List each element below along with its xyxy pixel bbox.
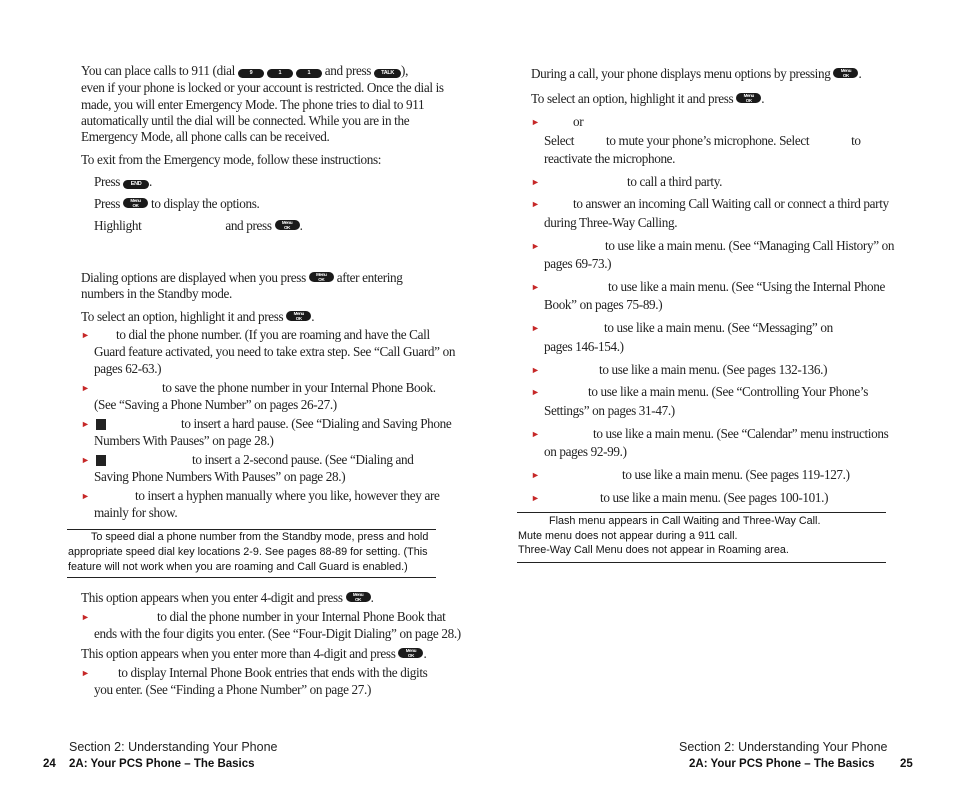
fourdigit-line-1: This option appears when you enter 4-digit and press Menu OK .	[81, 590, 374, 605]
tip-line-2: appropriate speed dial key locations 2-9. See pages 88-89 for setting. (This	[68, 546, 428, 558]
pause-key-icon	[96, 455, 106, 466]
call-option-history: to use like a main menu. (See “Managing Call History” on	[605, 238, 895, 253]
dialing-line-2: numbers in the Standby mode.	[81, 286, 232, 301]
emergency-line-3: made, you will enter Emergency Mode. The phone tries to dial to 911	[81, 97, 425, 112]
tip-bottom-rule	[67, 577, 436, 578]
one-key-icon: 1	[296, 69, 322, 78]
nine-key-icon: 9	[238, 69, 264, 78]
call-option-3way: to call a third party.	[627, 174, 723, 189]
note-line-3: Three-Way Call Menu does not appear in Roaming area.	[518, 544, 789, 556]
call-option-10: to use like a main menu. (See pages 100-101.)	[600, 490, 829, 505]
note-line-2: Mute menu does not appear during a 911 call.	[518, 530, 738, 542]
section-footer: Section 2: Understanding Your Phone	[69, 740, 278, 754]
menu-ok-key-icon: Menu OK	[275, 220, 300, 230]
chapter-footer: 2A: Your PCS Phone – The Basics	[689, 758, 875, 770]
emergency-line-5: Emergency Mode, all phone calls can be received.	[81, 129, 330, 144]
bullet-icon: ►	[531, 199, 540, 209]
call-option-messaging: to use like a main menu. (See “Messaging” on	[604, 320, 833, 335]
left-page: You can place calls to 911 (dial 9 1 1 and press TALK ), even if your phone is locked or your account is restricted. Once the dial is made, you will enter Emergency Mode. The phone tries to dial to 911 automatically until the dial will be connected. While you are in the Emergency Mode, all phone calls can be received. To exit from the Emergency mode, follow these instructions: Press END . Press Menu OK to display the options. Highlight and press Menu OK . Dialing options are displayed when you press Menu OK after entering numbers in the Standby mode. To select an option, highlight it and press Menu OK . ► to dial the phone number. (If you are roaming and have the Call Guard feature activated, you need to take extra step. See “Call Guard” on pages 62-63.) ► to save the phone number in your Internal Phone Book. (See “Saving a Phone Number” on pages 26-27.) ► to insert a hard pause. (See “Dialing and Saving Phone Numbers With Pauses” on page 28.) ► to insert a 2-second pause. (See “Dialing and Saving Phone Numbers With Pauses” on page 28.) ► to insert a hyphen manually where you like, however they are mainly for show. To speed dial a phone number from the Standby mode, press and hold appropriate speed dial key locations 2-9. See pages 88-89 for setting. (This feature will not work when you are roaming and Call Guard is enabled.) This option appears when you enter 4-digit and press Menu OK . ► to dial the phone number in your Internal Phone Book that ends with the four digits you enter. (See “Four-Digit Dialing” on page 28.) This option appears when you enter more than 4-digit and press Menu OK . ► to display Internal Phone Book entries that ends with the digits you enter. (See “Finding a Phone Number” on page 27.) Section 2: Understanding Your Phone 24 2A: Your PCS Phone – The Basics	[43, 63, 461, 770]
exit-step-3: Highlight and press Menu OK .	[94, 218, 303, 233]
bullet-icon: ►	[531, 117, 540, 127]
bullet-icon: ►	[81, 330, 90, 340]
call-option-6: to use like a main menu. (See pages 132-136.)	[599, 362, 828, 377]
menu-ok-key-icon: Menu OK	[286, 311, 311, 321]
one-key-icon: 1	[267, 69, 293, 78]
exit-intro: To exit from the Emergency mode, follow these instructions:	[81, 152, 382, 167]
bullet-icon: ►	[531, 493, 540, 503]
dial-option-4: to insert a 2-second pause. (See “Dialing and	[192, 452, 414, 467]
dialing-line-1: Dialing options are displayed when you press Menu OK after entering	[81, 270, 403, 285]
fourdigit-item-1: to dial the phone number in your Internal Phone Book that	[157, 609, 446, 624]
bullet-icon: ►	[531, 365, 540, 375]
bullet-icon: ►	[531, 429, 540, 439]
dial-option-1: to dial the phone number. (If you are roaming and have the Call	[116, 327, 430, 342]
bullet-icon: ►	[81, 491, 90, 501]
menu-ok-key-icon: Menu OK	[833, 68, 858, 78]
end-key-icon: END	[123, 180, 149, 189]
mute-or: or	[573, 114, 584, 129]
exit-step-2: Press Menu OK to display the options.	[94, 196, 260, 211]
page-number: 24	[43, 758, 56, 770]
emergency-line-1: You can place calls to 911 (dial 9 1 1 and press TALK ),	[81, 63, 409, 78]
page-number: 25	[900, 758, 913, 770]
tip-line-1: To speed dial a phone number from the Standby mode, press and hold	[91, 531, 429, 543]
mute-line-1: Select to mute your phone’s microphone. Select to	[544, 133, 861, 148]
menu-ok-key-icon: Menu OK	[123, 198, 148, 208]
menu-ok-key-icon: Menu OK	[309, 272, 334, 282]
dial-option-2: to save the phone number in your Internal Phone Book.	[162, 380, 436, 395]
bullet-icon: ►	[531, 241, 540, 251]
dial-option-3: to insert a hard pause. (See “Dialing and Saving Phone	[181, 416, 452, 431]
menu-ok-key-icon: Menu OK	[736, 93, 761, 103]
right-page: During a call, your phone displays menu options by pressing Menu OK . To select an option, highlight it and press Menu OK . ► or Select to mute your phone’s microphone. Select to reactivate the microphone. ► to call a third party. ► to answer an incoming Call Waiting call or connect a third party during Three-Way Calling. ► to use like a main menu. (See “Managing Call History” on pages 69-73.) ► to use like a main menu. (See “Using the Internal Phone Book” on pages 75-89.) ► to use like a main menu. (See “Messaging” on pages 146-154.) ► to use like a main menu. (See pages 132-136.) ► to use like a main menu. (See “Controlling Your Phone’s Settings” on pages 31-47.) ► to use like a main menu. (See “Calendar” menu instructions on pages 92-99.) ► to use like a main menu. (See pages 119-127.) ► to use like a main menu. (See pages 100-101.) Flash menu appears in Call Waiting and Three-Way Call. Mute menu does not appear during a 911 call. Three-Way Call Menu does not appear in Roaming area. Section 2: Understanding Your Phone 2A: Your PCS Phone – The Basics 25	[518, 66, 913, 770]
fourdigit-line-2: This option appears when you enter more than 4-digit and press Menu OK .	[81, 646, 427, 661]
call-option-phonebook: to use like a main menu. (See “Using the Internal Phone	[608, 279, 886, 294]
note-top-rule	[517, 512, 886, 513]
menu-ok-key-icon: Menu OK	[346, 592, 371, 602]
section-footer: Section 2: Understanding Your Phone	[679, 740, 888, 754]
bullet-icon: ►	[81, 455, 90, 465]
mute-line-2: reactivate the microphone.	[544, 151, 676, 166]
pause-key-icon	[96, 419, 106, 430]
menu-ok-key-icon: Menu OK	[398, 648, 423, 658]
bullet-icon: ►	[81, 419, 90, 429]
bullet-icon: ►	[531, 387, 540, 397]
fourdigit-item-2: to display Internal Phone Book entries that ends with the digits	[118, 665, 428, 680]
emergency-line-2: even if your phone is locked or your account is restricted. Once the dial is	[81, 80, 444, 95]
call-menu-select: To select an option, highlight it and press Menu OK .	[531, 91, 765, 106]
bullet-icon: ►	[531, 177, 540, 187]
talk-key-icon: TALK	[374, 69, 401, 78]
call-option-settings: to use like a main menu. (See “Controlling Your Phone’s	[588, 384, 869, 399]
bullet-icon: ►	[531, 323, 540, 333]
bullet-icon: ►	[81, 383, 90, 393]
call-option-flash: to answer an incoming Call Waiting call or connect a third party	[573, 196, 889, 211]
dial-option-5: to insert a hyphen manually where you like, however they are	[135, 488, 440, 503]
chapter-footer: 2A: Your PCS Phone – The Basics	[69, 758, 255, 770]
call-option-9: to use like a main menu. (See pages 119-127.)	[622, 467, 850, 482]
bullet-icon: ►	[81, 612, 90, 622]
bullet-icon: ►	[531, 470, 540, 480]
exit-step-1: Press END .	[94, 174, 152, 189]
dialing-select: To select an option, highlight it and press Menu OK .	[81, 309, 315, 324]
bullet-icon: ►	[81, 668, 90, 678]
note-bottom-rule	[517, 562, 886, 563]
call-option-calendar: to use like a main menu. (See “Calendar” menu instructions	[593, 426, 889, 441]
emergency-line-4: automatically until the dial will be connected. While you are in the	[81, 113, 410, 128]
call-menu-intro: During a call, your phone displays menu options by pressing Menu OK .	[531, 66, 862, 81]
tip-line-3: feature will not work when you are roaming and Call Guard is enabled.)	[68, 561, 408, 573]
note-line-1: Flash menu appears in Call Waiting and Three-Way Call.	[549, 515, 821, 527]
bullet-icon: ►	[531, 282, 540, 292]
